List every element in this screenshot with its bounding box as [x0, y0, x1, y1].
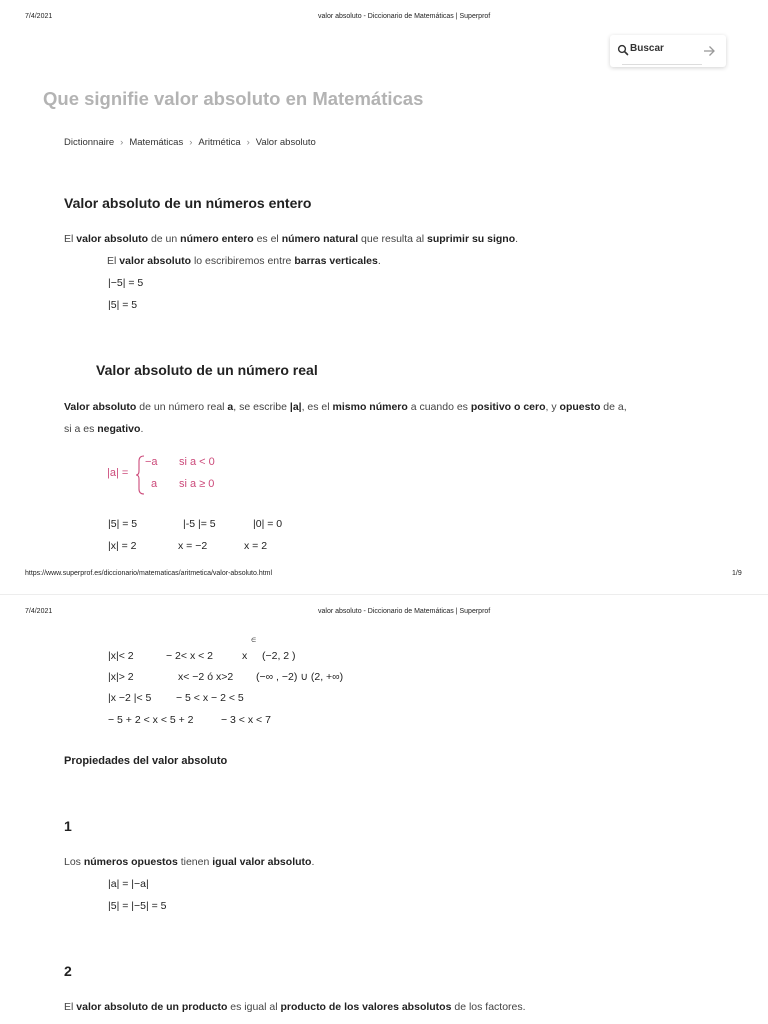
breadcrumb-separator: › — [189, 137, 193, 148]
example-formula: x = 2 — [244, 540, 268, 552]
example-formula: x = −2 — [178, 540, 208, 552]
property-number: 2 — [64, 963, 72, 979]
example-formula: |x|> 2 — [108, 671, 134, 683]
search-divider — [622, 64, 702, 65]
search-box[interactable] — [610, 35, 726, 67]
example-formula: |-5 |= 5 — [183, 518, 216, 530]
paragraph-real-definition-cont: si a es negativo. — [64, 423, 144, 435]
example-formula: |−5| = 5 — [108, 277, 144, 289]
properties-heading: Propiedades del valor absoluto — [64, 755, 228, 767]
example-formula: − 5 < x − 2 < 5 — [176, 692, 244, 704]
breadcrumb-item-matematicas[interactable]: Matemáticas — [129, 137, 184, 148]
example-formula: (−2, 2 ) — [262, 650, 296, 662]
print-title: valor absoluto - Diccionario de Matemáticas | Superprof — [318, 608, 491, 615]
section-heading-real: Valor absoluto de un número real — [96, 362, 318, 378]
property-description: Los números opuestos tienen igual valor absoluto. — [64, 856, 315, 868]
example-formula: |0| = 0 — [253, 518, 283, 530]
piecewise-definition — [107, 454, 237, 496]
property-number: 1 — [64, 818, 72, 834]
page-break — [0, 594, 768, 595]
paragraph-real-definition: Valor absoluto de un número real a, se escribe |a|, es el mismo número a cuando es positivo o cero, y opuesto de a, — [64, 401, 627, 413]
element-of-mark: ∈ — [251, 638, 257, 644]
example-formula: |5| = 5 — [108, 518, 138, 530]
case-condition: si a ≥ 0 — [179, 478, 215, 490]
example-formula: x — [242, 650, 248, 662]
example-formula: |a| = |−a| — [108, 878, 149, 890]
example-formula: |x|< 2 — [108, 650, 134, 662]
search-icon — [617, 44, 629, 56]
print-date: 7/4/2021 — [25, 608, 53, 615]
paragraph-entero-notation: El valor absoluto lo escribiremos entre barras verticales. — [107, 255, 381, 267]
breadcrumb-item-dictionnaire[interactable]: Dictionnaire — [64, 137, 115, 148]
print-date: 7/4/2021 — [25, 13, 53, 20]
print-page-number: 1/9 — [732, 570, 742, 577]
breadcrumb-separator: › — [246, 137, 250, 148]
example-formula: − 2< x < 2 — [166, 650, 213, 662]
case-value: a — [151, 478, 158, 490]
brace-icon — [135, 455, 145, 495]
example-formula: − 3 < x < 7 — [221, 714, 271, 726]
breadcrumb-item-valor-absoluto[interactable]: Valor absoluto — [255, 137, 316, 148]
arrow-right-icon[interactable] — [702, 44, 716, 58]
example-formula: x< −2 ó x>2 — [178, 671, 234, 683]
page-title: Que signifie valor absoluto en Matemáticas — [43, 88, 424, 109]
section-heading-entero: Valor absoluto de un números entero — [64, 195, 312, 211]
example-formula: |5| = |−5| = 5 — [108, 900, 167, 912]
example-formula: (−∞ , −2) ∪ (2, +∞) — [256, 671, 344, 683]
case-value: −a — [145, 456, 158, 468]
search-input[interactable]: Buscar — [630, 43, 664, 54]
print-url: https://www.superprof.es/diccionario/matematicas/aritmetica/valor-absoluto.html — [25, 570, 273, 577]
paragraph-entero-definition: El valor absoluto de un número entero es el número natural que resulta al suprimir su signo. — [64, 233, 519, 245]
example-formula: |x| = 2 — [108, 540, 137, 552]
example-formula: − 5 + 2 < x < 5 + 2 — [108, 714, 194, 726]
breadcrumb-item-aritmetica[interactable]: Aritmética — [198, 137, 241, 148]
breadcrumb — [64, 137, 316, 148]
example-formula: |x −2 |< 5 — [108, 692, 152, 704]
case-condition: si a < 0 — [179, 456, 215, 468]
property-description: El valor absoluto de un producto es igual al producto de los valores absolutos de los factores. — [64, 1001, 526, 1013]
piecewise-lhs: |a| = — [107, 467, 129, 479]
print-title: valor absoluto - Diccionario de Matemáticas | Superprof — [318, 13, 491, 20]
breadcrumb-separator: › — [120, 137, 124, 148]
example-formula: |5| = 5 — [108, 299, 138, 311]
